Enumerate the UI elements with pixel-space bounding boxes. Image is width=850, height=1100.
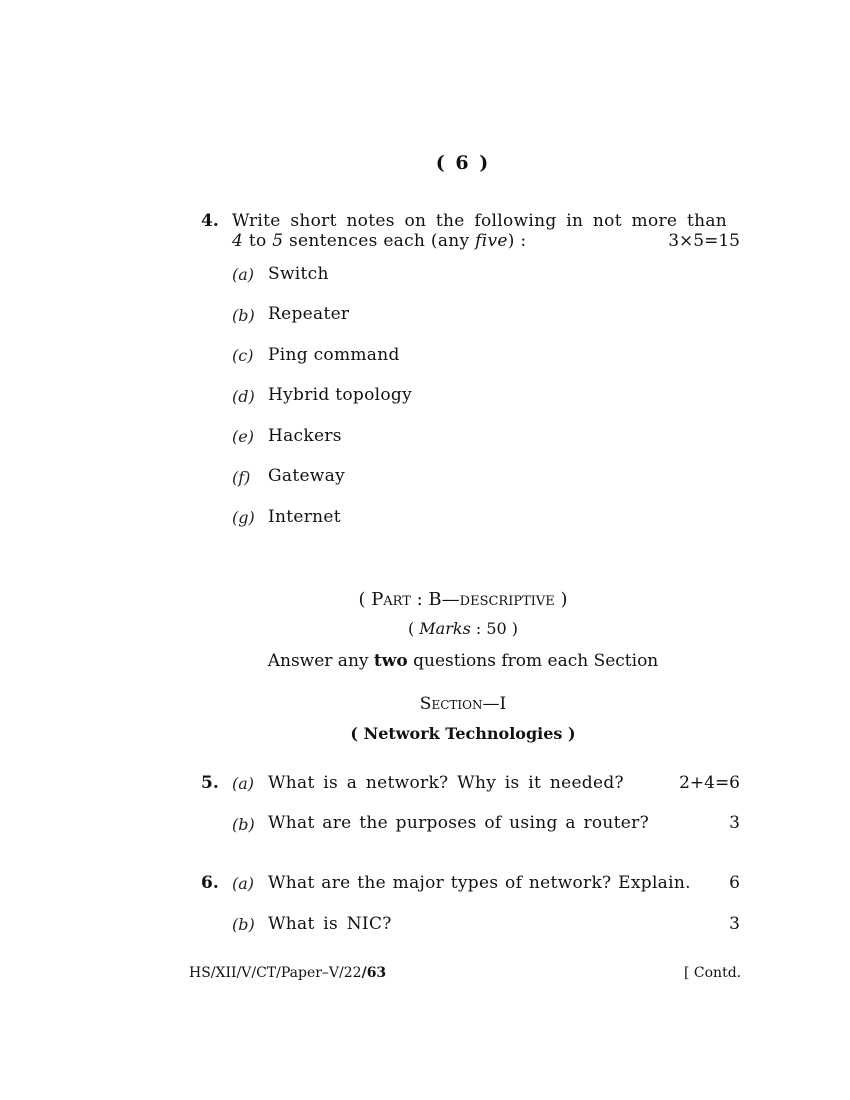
item-b-label: (b) (232, 306, 255, 325)
item-c-label: (c) (232, 346, 254, 365)
instruction-bold: two (373, 651, 408, 671)
q4-five: five (475, 231, 508, 251)
part-b-part-word: Part (371, 589, 411, 610)
q4-sentences-each: sentences each (any (283, 231, 476, 251)
q4-colon: ) : (507, 231, 527, 251)
item-c-text: Ping command (268, 345, 400, 365)
part-b-heading (0, 589, 850, 610)
question-5a-label: (a) (232, 774, 255, 793)
question-4-text-line2 (232, 231, 526, 251)
question-6a-text: What are the major types of network? Explain. (268, 873, 691, 893)
part-b-descriptive: descriptive (459, 589, 555, 610)
question-4-marks: 3×5=15 (668, 231, 740, 251)
marks-value: : 50 ) (470, 619, 519, 638)
section-word: Section (419, 694, 483, 714)
part-b-instruction (0, 651, 850, 671)
item-a-text: Switch (268, 264, 329, 284)
item-e-text: Hackers (268, 426, 342, 446)
marks-open: ( (407, 619, 420, 638)
item-a-label: (a) (232, 265, 255, 284)
q4-range-to: to (243, 231, 273, 251)
question-5-number: 5. (201, 773, 219, 793)
marks-word: Marks (419, 619, 471, 638)
part-b-close: ) (554, 589, 568, 610)
page-number: ( 6 ) (435, 152, 491, 174)
instruction-post: questions from each Section (407, 651, 659, 671)
question-5b-marks: 3 (729, 813, 740, 833)
section-1-heading (0, 694, 850, 714)
q4-range-end: 5 (272, 231, 284, 251)
item-f-text: Gateway (268, 466, 345, 486)
section-1-subtitle: ( Network Technologies ) (350, 724, 576, 743)
item-d-text: Hybrid topology (268, 385, 413, 405)
part-b-open: ( (358, 589, 372, 610)
question-4-text-line1: Write short notes on the following in not more than (232, 211, 728, 231)
item-b-text: Repeater (268, 304, 350, 324)
q4-range-start: 4 (232, 231, 244, 251)
question-6b-marks: 3 (729, 914, 740, 934)
question-6b-text: What is NIC? (268, 914, 392, 934)
part-b-marks (0, 619, 850, 638)
continued-marker: [ Contd. (684, 965, 742, 981)
question-5b-text: What are the purposes of using a router? (268, 813, 650, 833)
item-e-label: (e) (232, 427, 254, 446)
instruction-pre: Answer any (267, 651, 374, 671)
item-f-label: (f) (232, 468, 251, 487)
paper-code-main: HS/XII/V/CT/Paper–V/22 (189, 965, 362, 981)
item-d-label: (d) (232, 387, 255, 406)
question-6b-label: (b) (232, 915, 255, 934)
section-number: —I (482, 694, 507, 714)
item-g-text: Internet (268, 507, 341, 527)
question-4-number: 4. (201, 211, 219, 231)
question-5a-marks: 2+4=6 (679, 773, 740, 793)
item-g-label: (g) (232, 508, 255, 527)
part-b-colon: : B— (410, 589, 460, 610)
question-5b-label: (b) (232, 815, 255, 834)
question-6a-marks: 6 (729, 873, 740, 893)
question-5a-text: What is a network? Why is it needed? (268, 773, 624, 793)
paper-code (189, 965, 386, 981)
paper-code-suffix: /63 (361, 965, 387, 981)
question-6a-label: (a) (232, 874, 255, 893)
question-6-number: 6. (201, 873, 219, 893)
